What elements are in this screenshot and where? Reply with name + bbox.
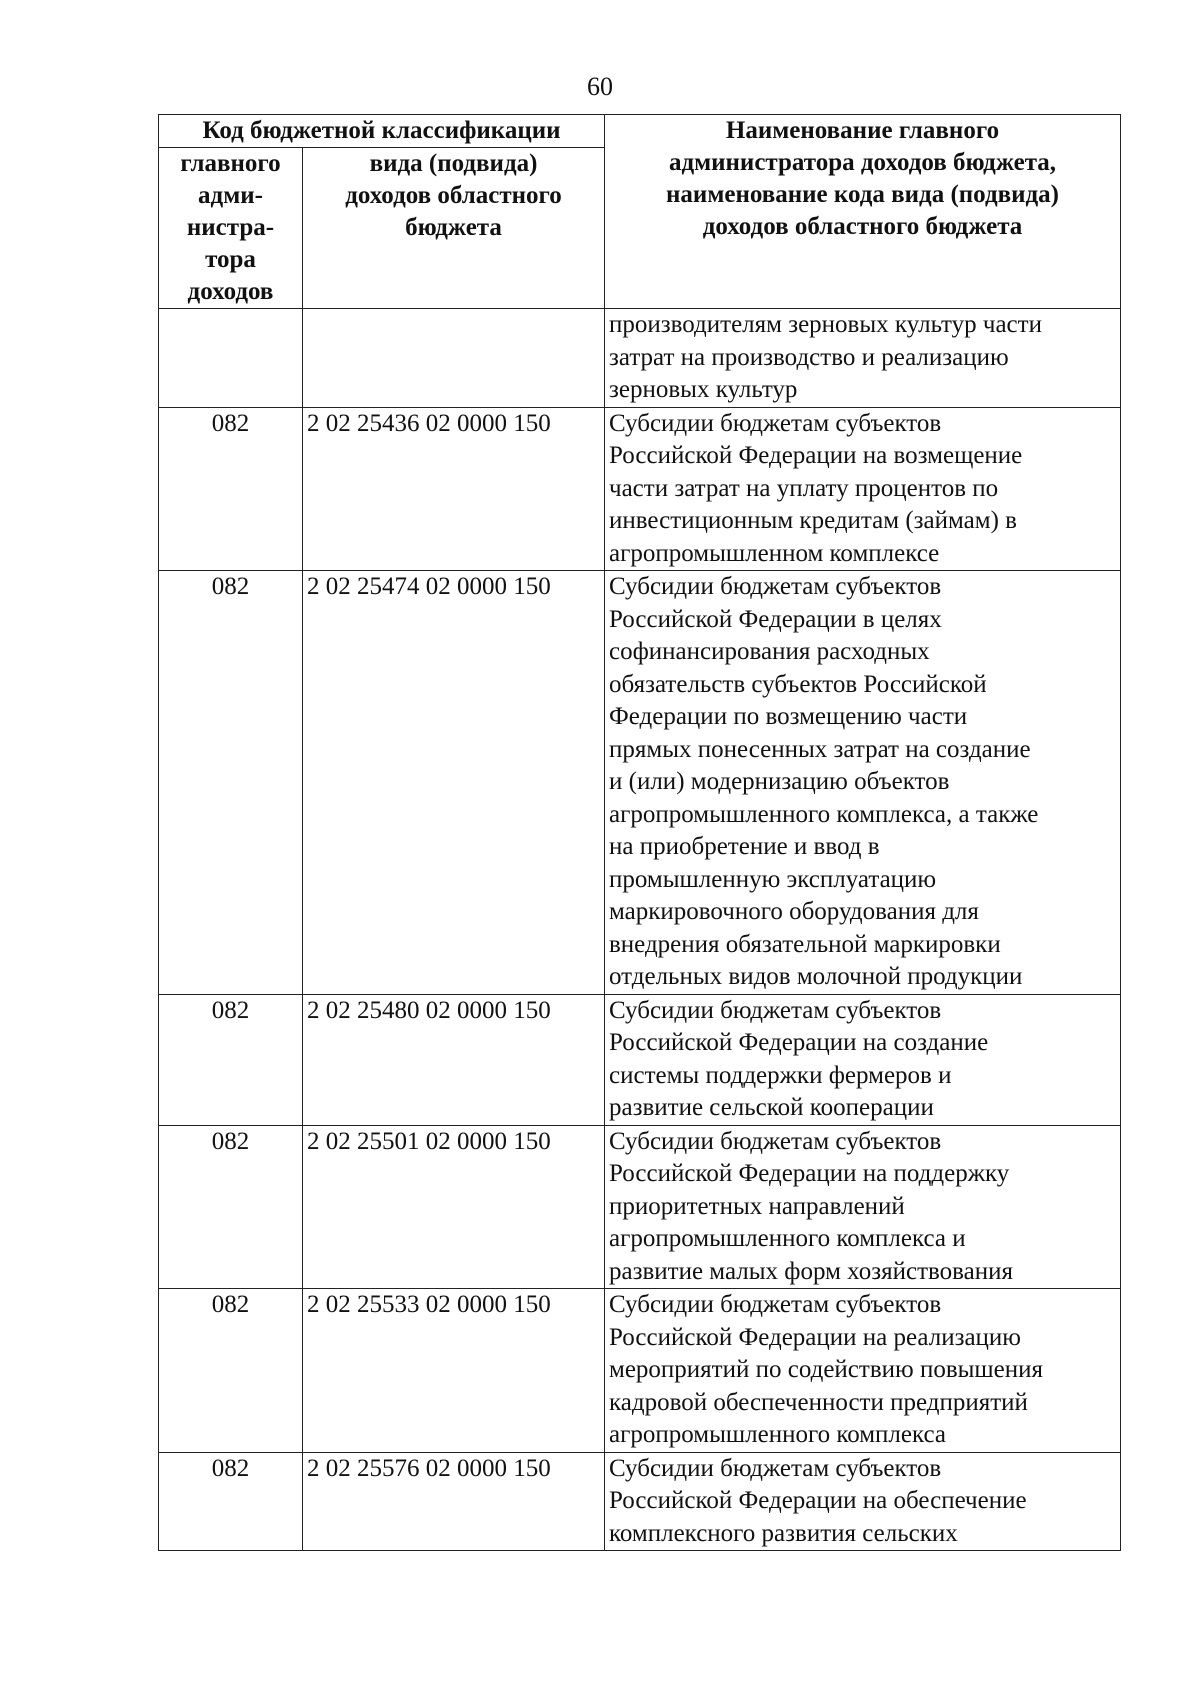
name-cell [605,571,1121,995]
header-type-label: вида (подвида) доходов областного бюджета [345,150,562,241]
name-cell [605,309,1121,408]
header-code-group-label: Код бюджетной классификации [202,117,561,144]
header-type-column [303,148,605,309]
table-row [159,1289,1121,1453]
income-type-code-cell: 2 02 25501 02 0000 150 [303,1125,605,1289]
budget-classification-table [158,114,1121,1551]
name-cell [605,1125,1121,1289]
name-cell [605,1289,1121,1453]
admin-code-cell: 082 [159,994,303,1125]
admin-code-cell: 082 [159,1289,303,1453]
name-text: производителям зерновых культур части затрат на производство и реализацию зерновых культур [609,311,1042,403]
table-row [159,309,1121,408]
name-text: Субсидии бюджетам субъектов Российской Федерации на поддержку приоритетных направлений агропромышленного комплекса и развитие малых форм хозяйствования [609,1127,1013,1285]
table-row [159,1125,1121,1289]
table-row [159,994,1121,1125]
name-text: Субсидии бюджетам субъектов Российской Федерации в целях софинансирования расходных обязательств субъектов Российской Федерации по возмещению части прямых понесенных затрат на создание и (или) модернизацию объектов агропромышленного комплекса, а также на приобретение и ввод в промышленную эксплуатацию маркировочного оборудования для внедрения обязательной маркировки отдельных видов молочной продукции [609,573,1039,990]
page-number: 60 [587,72,613,101]
name-cell [605,1452,1121,1551]
income-type-code-cell: 2 02 25576 02 0000 150 [303,1452,605,1551]
income-type-code-cell [303,309,605,408]
name-text: Субсидии бюджетам субъектов Российской Федерации на обеспечение комплексного развития сельских [609,1454,1027,1547]
header-code-group [159,115,605,148]
header-admin-column [159,148,303,309]
income-type-code-cell: 2 02 25474 02 0000 150 [303,571,605,995]
admin-code-cell: 082 [159,1452,303,1551]
name-text: Субсидии бюджетам субъектов Российской Федерации на реализацию мероприятий по содействию повышения кадровой обеспеченности предприятий агропромышленного комплекса [609,1291,1044,1448]
name-text: Субсидии бюджетам субъектов Российской Федерации на создание системы поддержки фермеров и развитие сельской кооперации [609,996,989,1121]
header-name-label: Наименование главного администратора доходов бюджета, наименование кода вида (подвида) доходов областного бюджета [666,117,1059,240]
table-row [159,407,1121,571]
header-admin-label: главного адми- нистра- тора доходов [180,150,281,305]
header-name-column [605,115,1121,309]
admin-code-cell [159,309,303,408]
table-row [159,1452,1121,1551]
admin-code-cell: 082 [159,407,303,571]
admin-code-cell: 082 [159,571,303,995]
admin-code-cell: 082 [159,1125,303,1289]
name-text: Субсидии бюджетам субъектов Российской Федерации на возмещение части затрат на уплату процентов по инвестиционным кредитам (займам) в агропромышленном комплексе [609,409,1023,567]
name-cell [605,994,1121,1125]
income-type-code-cell: 2 02 25533 02 0000 150 [303,1289,605,1453]
income-type-code-cell: 2 02 25480 02 0000 150 [303,994,605,1125]
table-row [159,571,1121,995]
name-cell [605,407,1121,571]
income-type-code-cell: 2 02 25436 02 0000 150 [303,407,605,571]
